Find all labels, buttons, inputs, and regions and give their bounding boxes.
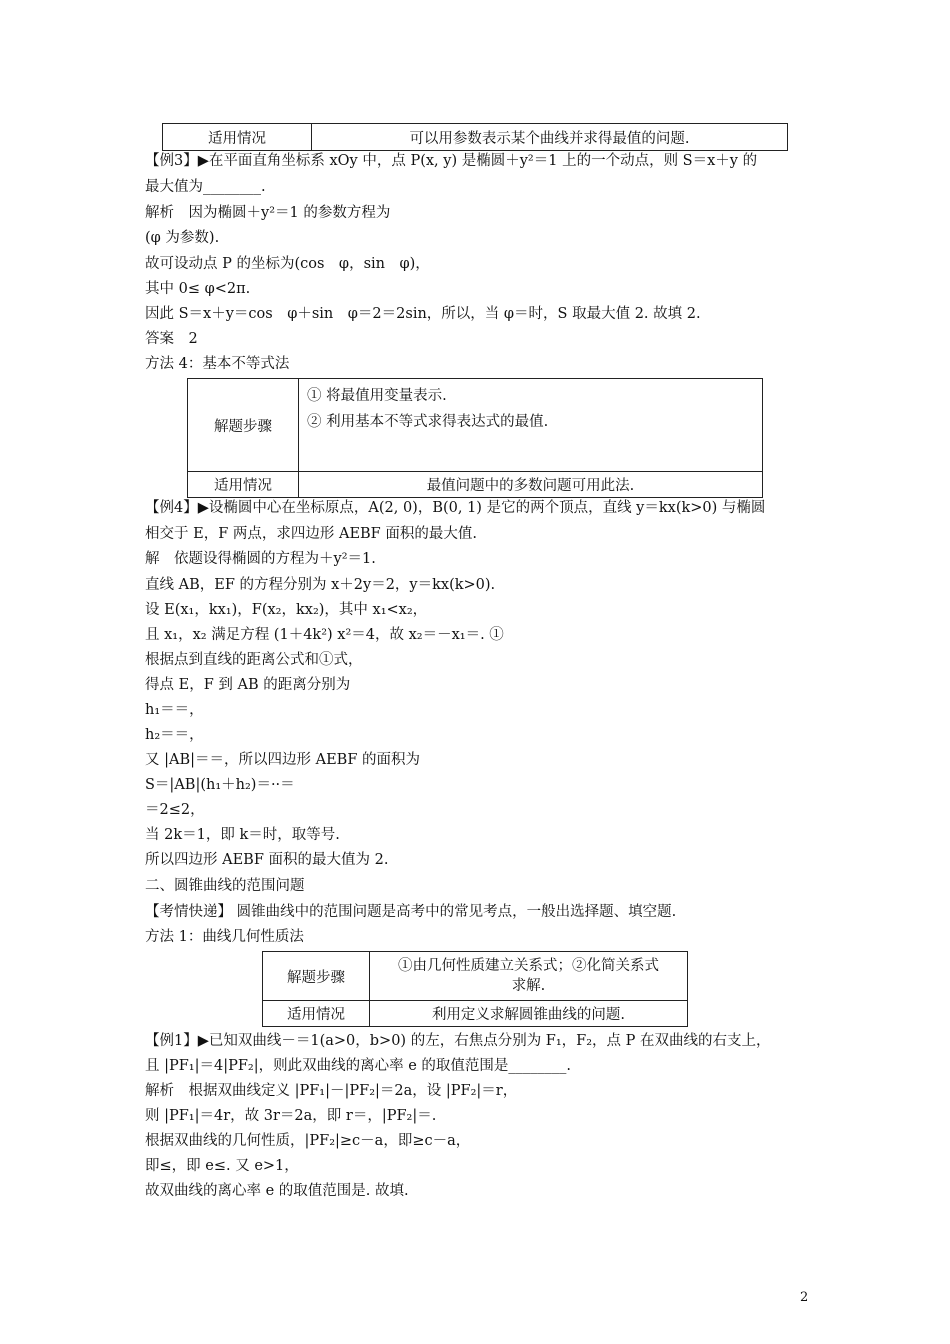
table-cell-steps-label: 解题步骤	[263, 952, 370, 1001]
table-method1	[262, 951, 688, 1027]
method-heading: 方法 1：曲线几何性质法	[145, 929, 304, 945]
text-line: 【例4】▶设椭圆中心在坐标原点，A(2, 0)，B(0, 1) 是它的两个顶点，直线 y＝kx(k>0) 与椭圆	[145, 500, 766, 516]
text-line: 解 依题设得椭圆的方程为＋y²＝1.	[145, 551, 376, 567]
text-line: 相交于 E，F 两点，求四边形 AEBF 面积的最大值.	[145, 526, 477, 542]
text-line: 解析 因为椭圆＋y²＝1 的参数方程为	[145, 205, 391, 221]
section-heading: 二、圆锥曲线的范围问题	[145, 878, 305, 894]
page-number: 2	[800, 1290, 809, 1305]
text-line: h₂＝＝，	[145, 727, 204, 743]
table-cell-usage-value: 利用定义求解圆锥曲线的问题.	[370, 1001, 688, 1027]
text-line: 即≤，即 e≤. 又 e>1，	[145, 1158, 299, 1174]
method-heading: 方法 4：基本不等式法	[145, 356, 290, 372]
table-cell-label: 适用情况	[163, 124, 312, 151]
text-line: 【考情快递】 圆锥曲线中的范围问题是高考中的常见考点，一般出选择题、填空题.	[145, 904, 677, 920]
steps-line-2: 求解.	[511, 978, 546, 994]
text-line: 最大值为________.	[145, 179, 266, 195]
text-line: 所以四边形 AEBF 面积的最大值为 2.	[145, 852, 389, 868]
table-cell-value: 可以用参数表示某个曲线并求得最值的问题.	[312, 124, 788, 151]
text-line: h₁＝＝，	[145, 702, 204, 718]
text-line: 得点 E，F 到 AB 的距离分别为	[145, 677, 351, 693]
text-line: 解析 根据双曲线定义 |PF₁|－|PF₂|＝2a，设 |PF₂|＝r，	[145, 1083, 518, 1099]
text-line: 故可设动点 P 的坐标为(cos φ，sin φ)，	[145, 256, 430, 272]
table-cell-usage-value: 最值问题中的多数问题可用此法.	[299, 472, 763, 498]
text-line: 【例3】▶在平面直角坐标系 xOy 中，点 P(x, y) 是椭圆＋y²＝1 上的一个动点，则 S＝x＋y 的	[145, 153, 758, 169]
text-line: 【例1】▶已知双曲线－＝1(a>0，b>0) 的左，右焦点分别为 F₁，F₂，点 P 在双曲线的右支上，	[145, 1033, 771, 1049]
table-method4	[187, 378, 763, 498]
text-line: S＝|AB|(h₁＋h₂)＝··＝	[145, 777, 295, 793]
text-line: 又 |AB|＝＝，所以四边形 AEBF 的面积为	[145, 752, 420, 768]
text-line: 则 |PF₁|＝4r，故 3r＝2a，即 r＝，|PF₂|＝.	[145, 1108, 437, 1124]
step-2: ② 利用基本不等式求得表达式的最值.	[307, 414, 549, 430]
table-cell-steps-label: 解题步骤	[188, 379, 299, 472]
table-cell-usage-label: 适用情况	[188, 472, 299, 498]
text-line: (φ 为参数).	[145, 230, 220, 246]
text-line: 设 E(x₁，kx₁)，F(x₂，kx₂)，其中 x₁<x₂，	[145, 602, 428, 618]
text-line: 根据双曲线的几何性质，|PF₂|≥c－a，即≥c－a，	[145, 1133, 471, 1149]
steps-line-1: ①由几何性质建立关系式；②化简关系式	[398, 958, 659, 974]
answer-line: 答案 2	[145, 331, 198, 347]
step-1: ① 将最值用变量表示.	[307, 388, 447, 404]
text-line: 根据点到直线的距离公式和①式，	[145, 652, 363, 668]
table-cell-usage-label: 适用情况	[263, 1001, 370, 1027]
text-line: 故双曲线的离心率 e 的取值范围是. 故填.	[145, 1183, 409, 1199]
text-line: 且 |PF₁|＝4|PF₂|，则此双曲线的离心率 e 的取值范围是________.	[145, 1058, 572, 1074]
text-line: 且 x₁，x₂ 满足方程 (1＋4k²) x²＝4，故 x₂＝－x₁＝. ①	[145, 627, 504, 643]
table-usage-method3	[162, 123, 788, 151]
text-line: ＝2≤2，	[145, 802, 205, 818]
text-line: 其中 0≤ φ<2π.	[145, 281, 251, 297]
text-line: 直线 AB，EF 的方程分别为 x＋2y＝2，y＝kx(k>0).	[145, 577, 496, 593]
text-line: 因此 S＝x＋y＝cos φ＋sin φ＝2＝2sin，所以，当 φ＝时，S 取最大值 2. 故填 2.	[145, 306, 701, 322]
text-line: 当 2k＝1，即 k＝时，取等号.	[145, 827, 340, 843]
